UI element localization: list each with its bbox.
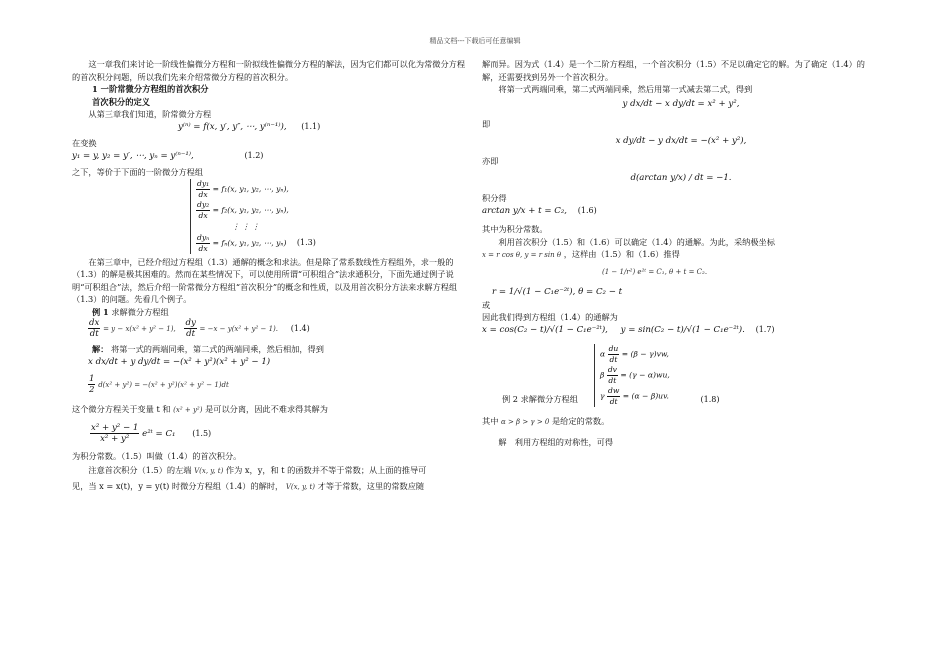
denominator: dt xyxy=(609,397,618,406)
equation-number: (1.7) xyxy=(755,324,775,334)
solution-text: 将第一式的两端同乘，第二式的两端同乘，然后相加，得到 xyxy=(111,344,324,354)
equation-r1: y dx/dt − x dy/dt = x² + y², xyxy=(622,98,740,109)
equation-1-2 xyxy=(72,150,468,163)
equation-r3: d(arctan y/x) / dt = −1. xyxy=(630,172,732,183)
row-rhs: = f₁(x, y₁, y₂, ⋯, yₙ), xyxy=(212,184,289,193)
equation-number: (1.3) xyxy=(296,238,316,247)
fraction xyxy=(88,318,100,339)
paragraph-note-2 xyxy=(72,480,468,494)
denominator: dx xyxy=(198,210,208,220)
equation-1-6 xyxy=(482,205,880,218)
numerator: dx xyxy=(89,318,100,328)
row-rhs: = f₂(x, y₁, y₂, ⋯, yₙ), xyxy=(212,205,289,214)
fraction xyxy=(196,233,210,254)
paragraph-multiply: 将第一式两端同乘，第二式两端同乘，然后用第一式减去第二式，得到 xyxy=(498,84,753,94)
equation-1-6-body: arctan y/x + t = C₂, xyxy=(482,205,568,216)
section-heading: 1 一阶常微分方程组的首次积分 xyxy=(92,84,209,94)
system-1-3-brace xyxy=(190,179,316,254)
equation-1-7 xyxy=(482,324,880,337)
system-row xyxy=(196,221,316,233)
paragraph-transform: 在变换 xyxy=(72,138,97,148)
example-1 xyxy=(92,306,468,319)
numerator: du xyxy=(608,344,619,353)
denominator: dt xyxy=(609,355,618,364)
paragraph-use: 利用首次积分（1.5）和（1.6）可以确定（1.4）的通解。为此，采纳极坐标 xyxy=(498,236,775,247)
paragraph-separable xyxy=(72,403,468,417)
equation-r5: r = 1/√(1 − C₁e⁻²ᵗ), θ = C₂ − t xyxy=(492,287,623,297)
paragraph-from-ch3: 从第三章我们知道，阶常微分方程 xyxy=(88,109,212,119)
system-row xyxy=(196,179,316,200)
label-or: 或 xyxy=(482,299,491,310)
equation-1-4 xyxy=(88,318,468,339)
text-run: 其中 xyxy=(482,415,499,426)
numerator: dyₙ xyxy=(197,232,210,242)
text-run: 是给定的常数。 xyxy=(551,415,610,426)
equation-1-1-body: y⁽ⁿ⁾ = f(x, y′, y″, ⋯, y⁽ⁿ⁻¹⁾), xyxy=(178,121,287,132)
equation-half-body: d(x² + y²) = −(x² + y²)(x² + y² − 1)dt xyxy=(98,381,229,389)
paragraph-where: 其中为积分常数。 xyxy=(482,224,548,234)
equation-1-5 xyxy=(90,423,468,444)
equation-r2: x dy/dt − y dx/dt = −(x² + y²), xyxy=(615,135,747,146)
text-run: 注意首次积分（1.5）的左端 xyxy=(88,465,192,475)
numerator: dy xyxy=(185,318,196,328)
fraction xyxy=(196,200,210,221)
coefficient: α xyxy=(600,349,606,359)
paragraph-const: 为积分常数。（1.5）叫做（1.4）的首次积分。 xyxy=(72,450,242,461)
numerator: x² + y² − 1 xyxy=(91,422,139,433)
fraction xyxy=(196,179,210,200)
example-label: 例 2 求解微分方程组 xyxy=(502,394,578,404)
inline-math: V(x, y, t) xyxy=(194,467,224,475)
page-header: 精品文档---下载后可任意编辑 xyxy=(429,37,521,45)
row-rhs: = (α − β)uv. xyxy=(622,391,669,401)
text-run: 是可以分离，因此不难求得其解为 xyxy=(205,404,328,414)
example-label: 例 1 xyxy=(92,306,109,317)
paragraph-polar xyxy=(482,248,880,262)
equation-1-5-rhs: e²ᵗ = C₁ xyxy=(142,428,176,439)
numerator: 1 xyxy=(89,374,95,384)
inline-math: α > β > γ > 0 xyxy=(501,417,550,426)
fraction xyxy=(88,374,95,395)
row-rhs: = (γ − α)wu, xyxy=(620,370,670,380)
denominator: dt xyxy=(89,329,99,339)
denominator: dt xyxy=(608,376,617,385)
numerator: dy₁ xyxy=(197,178,210,188)
paragraph-note xyxy=(72,464,468,478)
denominator: dt xyxy=(186,329,196,339)
equation-1-4-second: = −x − y(x² + y² − 1). xyxy=(199,325,278,333)
subsection-heading: 首次积分的定义 xyxy=(92,96,151,107)
fraction xyxy=(607,365,618,386)
right-column xyxy=(482,58,880,449)
equation-r4 xyxy=(602,266,880,279)
fraction xyxy=(184,318,196,339)
equation-1-2-body: y₁ = y, y₂ = y′, ⋯, yₙ = y⁽ⁿ⁻¹⁾, xyxy=(72,150,194,161)
system-row xyxy=(600,344,670,365)
equation-half xyxy=(88,374,468,395)
inline-math: V(x, y, t) xyxy=(285,482,316,491)
left-column xyxy=(72,58,468,493)
system-1-3 xyxy=(190,179,468,254)
equation-r4-body: (1 − 1/r²) e²ᵗ = C₁, θ + t = C₂. xyxy=(602,267,708,276)
numerator: dy₂ xyxy=(197,199,210,209)
example-text: 求解微分方程组 xyxy=(111,306,169,317)
denominator: 2 xyxy=(89,385,95,395)
text-run: 才等于常数，这里的常数应随 xyxy=(317,480,425,491)
system-row xyxy=(600,365,670,386)
numerator: dv xyxy=(607,365,617,374)
equation-1-4-first: = y − x(x² + y² − 1), xyxy=(103,325,176,333)
equation-sum: x dx/dt + y dy/dt = −(x² + y²)(x² + y² − 1) xyxy=(88,356,271,367)
denominator: dx xyxy=(198,243,208,253)
fraction xyxy=(608,344,620,365)
paragraph-continued: 解而异。因为式（1.4）是一个二阶方程组，一个首次积分（1.5）不足以确定它的解。为了确定（1.4）的解，还需要找到另外一个首次积分。 xyxy=(482,59,865,82)
coefficient: γ xyxy=(600,391,605,401)
equation-1-7-x: x = cos(C₂ − t)/√(1 − C₁e⁻²ᵗ), xyxy=(482,324,608,335)
paragraph-ch3-long: 在第三章中，已经介绍过方程组（1.3）通解的概念和求法。但是除了常系数线性方程组外，求一般的（1.3）的解是极其困难的。然而在某些情况下，可以使用所谓“可积组合”法求通积分，下面先通过例子说明“可积组合”法，然后介绍一阶常微分方程组“首次积分”的概念和性质，以及用首次积分方法来求解方程组（1.3）的问题。先看几个例子。 xyxy=(72,256,458,304)
equation-1-7-y: y = sin(C₂ − t)/√(1 − C₁e⁻²ᵗ). xyxy=(620,324,745,335)
equation-number: (1.1) xyxy=(301,121,321,131)
text-run: 见，当 x = x(t)，y = y(t) 时微分方程组（1.4）的解时， xyxy=(72,480,284,491)
row-rhs: = fₙ(x, y₁, y₂, ⋯, yₙ) xyxy=(212,238,287,247)
system-row xyxy=(196,200,316,221)
label-yiji: 亦即 xyxy=(482,156,499,166)
denominator: x² + y² xyxy=(100,433,130,444)
row-rhs: ⋮ ⋮ ⋮ xyxy=(232,221,260,231)
label-ji: 即 xyxy=(482,119,491,129)
inline-math: x = r cos θ, y = r sin θ xyxy=(482,251,562,259)
equation-number: (1.6) xyxy=(577,205,597,215)
inline-math: (x² + y²) xyxy=(173,406,203,414)
denominator: dx xyxy=(198,189,208,199)
solution-label: 解： xyxy=(92,344,109,354)
system-row xyxy=(196,233,316,254)
equation-1-1 xyxy=(178,121,468,134)
row-rhs: = (β − γ)vw, xyxy=(621,349,669,359)
paragraph-jie: 解 利用方程组的对称性，可得 xyxy=(498,437,614,447)
text-run: ，这样由（1.5）和（1.6）推得 xyxy=(563,249,680,259)
label-jifen: 积分得 xyxy=(482,193,507,203)
paragraph-therefore: 因此我们得到方程组（1.4）的通解为 xyxy=(482,312,618,322)
paragraph-equiv: 之下，等价于下面的一阶微分方程组 xyxy=(72,167,204,177)
equation-number: (1.8) xyxy=(700,395,720,404)
solution-paragraph xyxy=(92,343,468,356)
text-run: 这个微分方程关于变量 t 和 xyxy=(72,404,171,414)
paragraph-given xyxy=(482,415,880,429)
numerator: dw xyxy=(607,386,620,395)
equation-number: (1.4) xyxy=(290,324,310,333)
intro-paragraph: 这一章我们来讨论一阶线性偏微分方程和一阶拟线性偏微分方程的解法，因为它们都可以化为常微分方程的首次积分问题，所以我们先来介绍常微分方程的首次积分。 xyxy=(72,59,466,82)
equation-number: (1.2) xyxy=(244,150,264,160)
fraction xyxy=(90,423,139,444)
coefficient: β xyxy=(600,370,605,380)
equation-number: (1.5) xyxy=(192,428,212,438)
example-2 xyxy=(502,393,880,407)
text-run: 作为 x，y，和 t 的函数并不等于常数；从上面的推导可 xyxy=(225,465,427,475)
